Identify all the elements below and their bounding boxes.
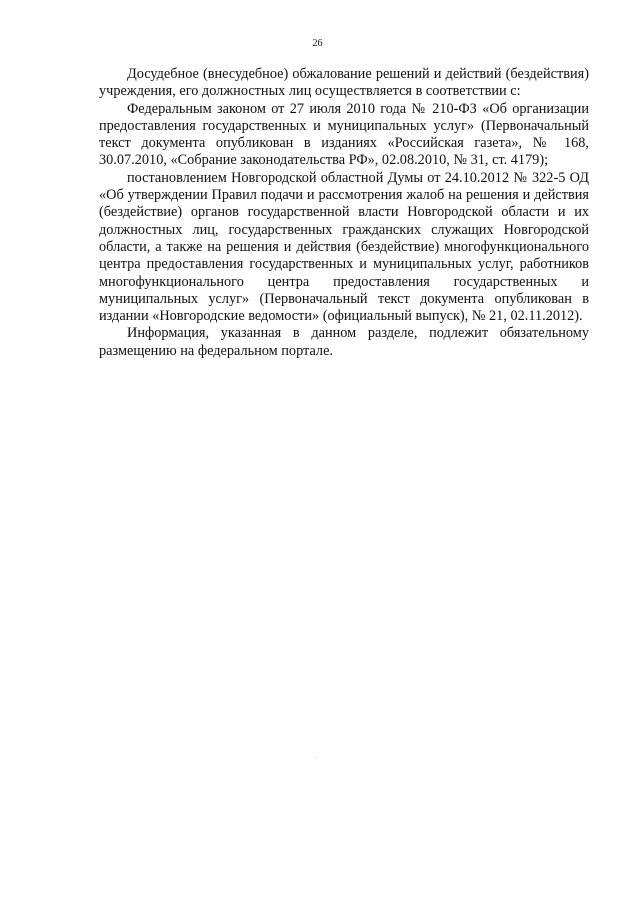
- section-body: [99, 66, 589, 360]
- paragraph-federal-law: Федеральным законом от 27 июля 2010 года № 210-ФЗ «Об организации предоставления государственных и муниципальных услуг» (Первоначальный текст документа опубликован в изданиях «Российская газета», № 168, 30.07.2010, «Собрание законодательства РФ», 02.08.2010, № 31, ст. 4179);: [99, 100, 589, 169]
- scan-speck: [316, 757, 317, 758]
- page-number: 26: [312, 38, 323, 49]
- paragraph-regional-resolution: постановлением Новгородской областной Думы от 24.10.2012 № 322-5 ОД «Об утверждении Правил подачи и рассмотрения жалоб на решения и действия (бездействие) органов государственной власти Новгородской области и их должностных лиц, государственных гражданских служащих Новгородской области, а также на решения и действия (бездействие) многофункционального центра предоставления государственных и муниципальных услуг, работников многофункционального центра предоставления государственных и муниципальных услуг» (Первоначальный текст документа опубликован в издании «Новгородские ведомости» (официальный выпуск), № 21, 02.11.2012).: [99, 169, 589, 325]
- paragraph-portal-info: Информация, указанная в данном разделе, подлежит обязательному размещению на федеральном портале.: [99, 325, 589, 359]
- paragraph-appeal-intro: Досудебное (внесудебное) обжалование решений и действий (бездействия) учреждения, его должностных лиц осуществляется в соответствии с:: [99, 66, 589, 100]
